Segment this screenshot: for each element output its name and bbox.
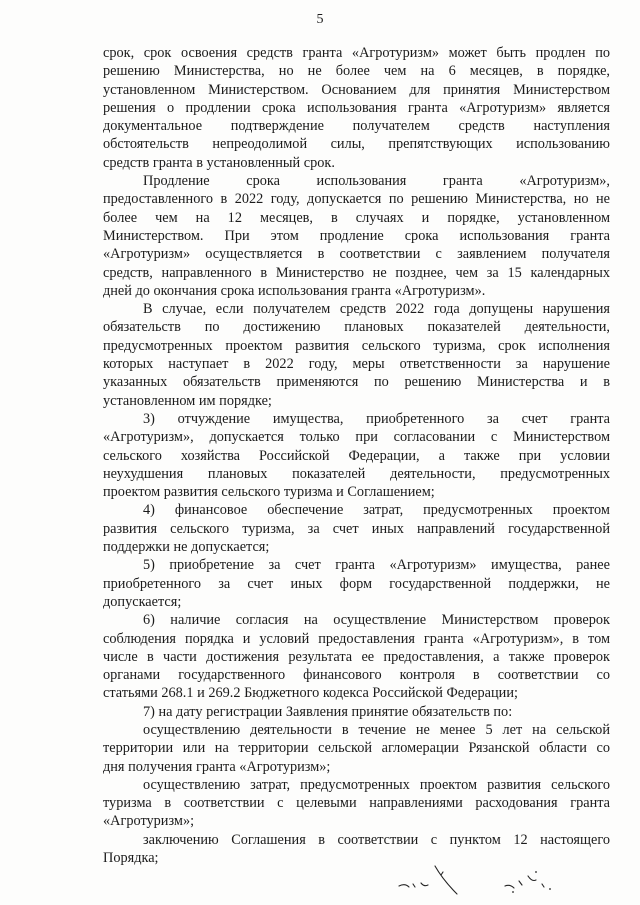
text-line: Порядка; (103, 850, 159, 867)
document-body-text (103, 44, 610, 867)
text-line: числе в части достижения результата ее предоставления, а также проверок (103, 648, 610, 665)
text-line: Продление срока использования гранта «Агротуризм», (143, 173, 610, 190)
text-line: средств гранта в установленный срок. (103, 154, 335, 171)
text-line: 4) финансовое обеспечение затрат, предусмотренных проектом (143, 502, 610, 519)
text-line: указанных обязательств применяются по решению Министерства и в (103, 374, 610, 391)
text-line: органами государственного финансового контроля в соответствии со (103, 667, 610, 684)
text-line: развития сельского туризма, за счет иных направлений государственной (103, 520, 610, 537)
text-line: проектом развития сельского туризма и Соглашением; (103, 484, 435, 501)
text-line: Министерством. При этом продление срока использования гранта (103, 227, 610, 244)
text-line: заключению Соглашения в соответствии с пунктом 12 настоящего (143, 831, 610, 848)
text-line: средств, направленного в Министерство не позднее, чем за 15 календарных (103, 264, 610, 281)
text-line: установленном им порядке; (103, 392, 272, 409)
text-line: 3) отчуждение имущества, приобретенного за счет гранта (143, 410, 610, 427)
text-line: решения о продлении срока использования гранта «Агротуризм» является (103, 99, 610, 116)
text-line: «Агротуризм», допускается только при согласовании с Министерством (103, 429, 610, 446)
text-line: допускается; (103, 593, 182, 610)
text-line: 6) наличие согласия на осуществление Министерством проверок (143, 612, 610, 629)
text-line: установленном Министерством. Основанием для принятия Министерством (103, 81, 610, 98)
page-number: 5 (316, 12, 324, 27)
text-line: решению Министерства, но не более чем на 6 месяцев, в порядке, (103, 63, 610, 80)
text-line: неухудшения плановых показателей деятельности, предусмотренных (103, 465, 610, 482)
text-line: срок, срок освоения средств гранта «Агротуризм» может быть продлен по (103, 45, 610, 61)
text-line: обязательств по достижению плановых показателей деятельности, (103, 319, 610, 336)
text-line: предоставленного в 2022 году, допускается по решению Министерства, но не (103, 191, 610, 208)
text-line: «Агротуризм» осуществляется в соответствии с заявлением получателя (103, 246, 610, 263)
text-line: дня получения гранта «Агротуризм»; (103, 758, 331, 775)
text-line: поддержки не допускается; (103, 539, 270, 556)
text-line: приобретенного за счет иных форм государственной поддержки, не (103, 575, 610, 592)
text-line: туризма в соответствии с целевыми направлениями расходования гранта (103, 795, 610, 812)
text-line: 7) на дату регистрации Заявления принятие обязательств по: (143, 703, 513, 720)
text-line: документальное подтверждение получателем средств наступления (103, 118, 610, 135)
text-line: предусмотренных проектом развития сельского туризма, срок исполнения (103, 337, 610, 354)
text-line: дней до окончания срока использования гранта «Агротуризм». (103, 282, 486, 299)
text-line: 5) приобретение за счет гранта «Агротуризм» имущества, ранее (143, 557, 610, 574)
text-line: обстоятельств непреодолимой силы, препятствующих использованию (103, 136, 610, 153)
text-line: В случае, если получателем средств 2022 года допущены нарушения (143, 301, 610, 318)
text-line: территории или на территории сельской агломерации Рязанской области со (103, 740, 610, 757)
scan-marks (395, 862, 565, 898)
text-line: «Агротуризм»; (103, 813, 195, 830)
text-line: которых наступает в 2022 году, меры ответственности за нарушение (103, 356, 610, 373)
text-line: соблюдения порядка и условий предоставления гранта «Агротуризм», в том (103, 630, 610, 647)
text-line: осуществлению затрат, предусмотренных проектом развития сельского (143, 776, 610, 793)
text-line: статьями 268.1 и 269.2 Бюджетного кодекса Российской Федерации; (103, 685, 518, 702)
text-line: сельского хозяйства Российской Федерации, а также при условии (103, 447, 610, 464)
text-line: более чем на 12 месяцев, в случаях и порядке, установленном (103, 209, 610, 226)
text-line: осуществлению деятельности в течение не менее 5 лет на сельской (143, 721, 610, 738)
